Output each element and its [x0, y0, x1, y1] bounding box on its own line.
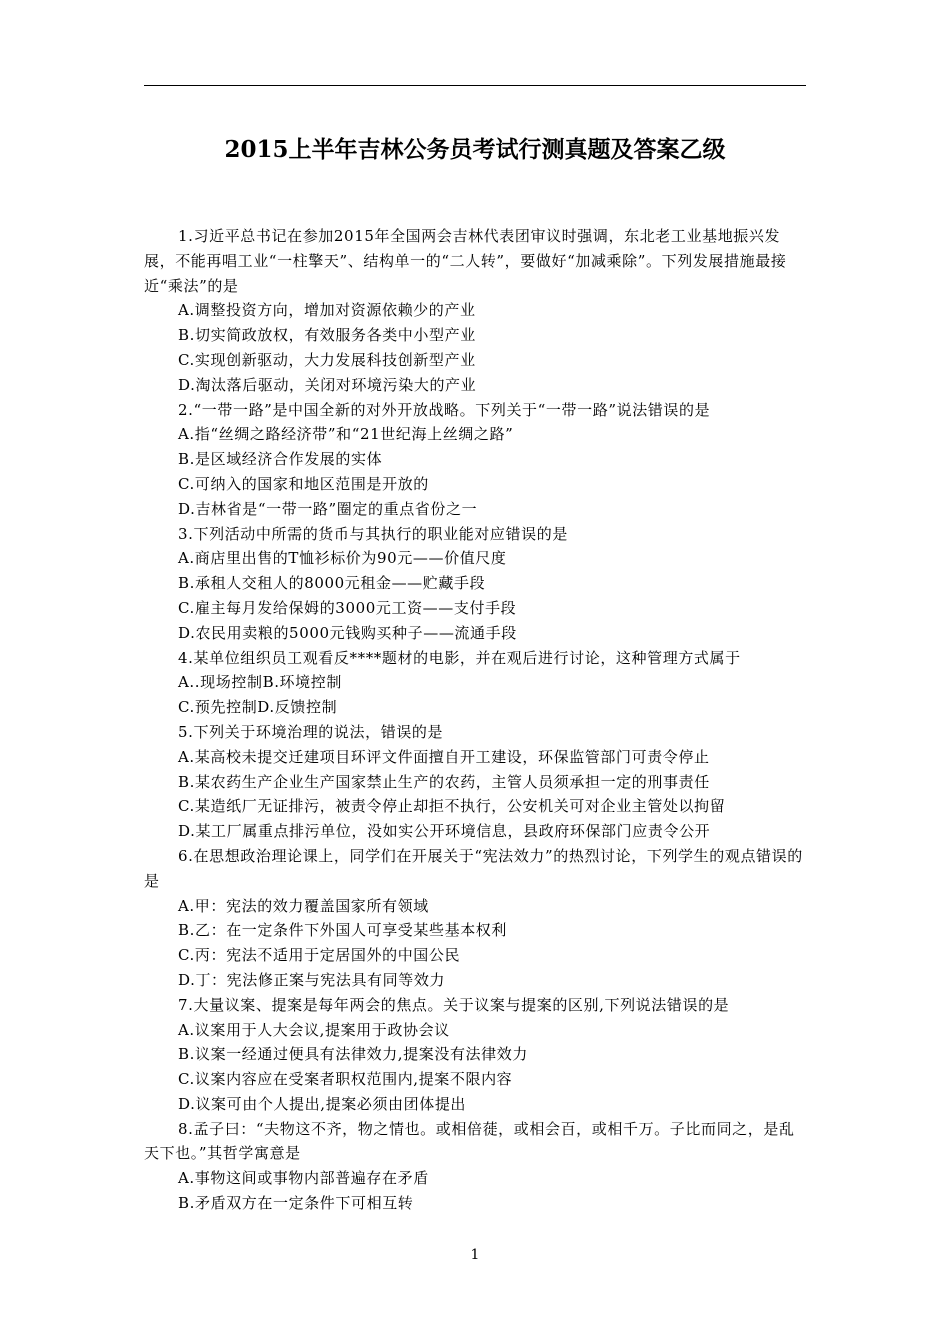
document-title: 2015上半年吉林公务员考试行测真题及答案乙级 — [224, 136, 726, 163]
header-rule — [144, 85, 806, 86]
question-2-option-a: A.指“丝绸之路经济带”和“21世纪海上丝绸之路” — [178, 425, 514, 444]
question-2-stem: 2.“一带一路”是中国全新的对外开放战略。下列关于“一带一路”说法错误的是 — [178, 400, 711, 419]
page-number: 1 — [470, 1247, 480, 1263]
question-8-stem: 8.孟子曰：“夫物这不齐，物之情也。或相倍蓰，或相会百，或相千万。子比而同之，是乱天下也。”其哲学寓意是 — [144, 1119, 795, 1163]
question-8-option-b: B.矛盾双方在一定条件下可相互转 — [178, 1194, 414, 1213]
question-4-option-cd: C.预先控制D.反馈控制 — [178, 698, 338, 717]
question-2-option-d: D.吉林省是“一带一路”圈定的重点省份之一 — [178, 499, 478, 518]
question-2-option-c: C.可纳入的国家和地区范围是开放的 — [178, 474, 429, 493]
question-3-option-d: D.农民用卖粮的5000元钱购买种子——流通手段 — [178, 623, 517, 642]
question-3-option-c: C.雇主每月发给保姆的3000元工资——支付手段 — [178, 598, 517, 617]
question-3-option-a: A.商店里出售的T恤衫标价为90元——价值尺度 — [178, 549, 507, 568]
question-5-option-d: D.某工厂属重点排污单位，没如实公开环境信息，县政府环保部门应责令公开 — [178, 822, 711, 841]
document-body — [144, 224, 806, 1216]
question-8-option-a: A.事物这间或事物内部普遍存在矛盾 — [178, 1169, 429, 1188]
question-5-option-c: C.某造纸厂无证排污，被责令停止却拒不执行，公安机关可对企业主管处以拘留 — [178, 797, 726, 816]
question-3-stem: 3.下列活动中所需的货币与其执行的职业能对应错误的是 — [178, 524, 568, 543]
question-6-option-d: D.丁：宪法修正案与宪法具有同等效力 — [178, 970, 446, 989]
question-6-option-a: A.甲：宪法的效力覆盖国家所有领域 — [178, 896, 429, 915]
question-2-option-b: B.是区域经济合作发展的实体 — [178, 450, 383, 469]
question-7-option-c: C.议案内容应在受案者职权范围内,提案不限内容 — [178, 1070, 513, 1089]
question-1-option-a: A.调整投资方向，增加对资源依赖少的产业 — [178, 301, 476, 320]
question-6-stem: 6.在思想政治理论课上，同学们在开展关于“宪法效力”的热烈讨论，下列学生的观点错误的是 — [144, 846, 803, 890]
question-5-option-b: B.某农药生产企业生产国家禁止生产的农药，主管人员须承担一定的刑事责任 — [178, 772, 710, 791]
question-7-option-b: B.议案一经通过便具有法律效力,提案没有法律效力 — [178, 1045, 528, 1064]
question-1-option-c: C.实现创新驱动，大力发展科技创新型产业 — [178, 350, 476, 369]
question-1-stem: 1.习近平总书记在参加2015年全国两会吉林代表团审议时强调，东北老工业基地振兴发展，不能再唱工业“一柱擎天”、结构单一的“二人转”，要做好“加减乘除”。下列发展措施最接近“乘法”的是 — [144, 227, 787, 295]
question-6-option-c: C.丙：宪法不适用于定居国外的中国公民 — [178, 946, 461, 965]
question-7-option-d: D.议案可由个人提出,提案必须由团体提出 — [178, 1094, 467, 1113]
question-1-option-b: B.切实简政放权，有效服务各类中小型产业 — [178, 326, 476, 345]
question-3-option-b: B.承租人交租人的8000元租金——贮藏手段 — [178, 574, 486, 593]
question-5-stem: 5.下列关于环境治理的说法，错误的是 — [178, 722, 444, 741]
question-7-option-a: A.议案用于人大会议,提案用于政协会议 — [178, 1020, 450, 1039]
question-1-option-d: D.淘汰落后驱动，关闭对环境污染大的产业 — [178, 375, 477, 394]
question-7-stem: 7.大量议案、提案是每年两会的焦点。关于议案与提案的区别,下列说法错误的是 — [178, 995, 730, 1014]
question-5-option-a: A.某高校未提交迁建项目环评文件面擅自开工建设，环保监管部门可责令停止 — [178, 747, 710, 766]
question-4-option-ab: A..现场控制B.环境控制 — [178, 673, 342, 692]
question-4-stem: 4.某单位组织员工观看反****题材的电影，并在观后进行讨论，这种管理方式属于 — [178, 648, 741, 667]
question-6-option-b: B.乙：在一定条件下外国人可享受某些基本权利 — [178, 921, 507, 940]
